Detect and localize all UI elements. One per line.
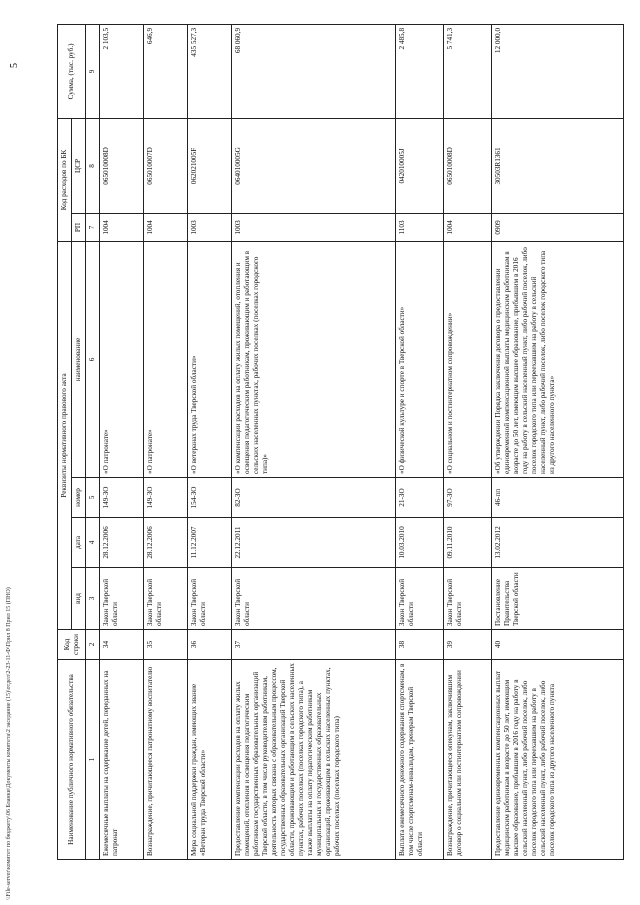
act-kind: Постановление Правительства Тверской области [492,568,624,630]
act-title: «О компенсации расходов на оплату жилых помещений, отопления и освещения педагогическим работникам, проживающим и работающим в сельских населенных пунктах, рабочих поселках (поселках городского типа)» [231,241,395,477]
line-code: 40 [492,630,624,660]
sum-value: 12 000,0 [492,24,624,118]
act-number: 82-ЗО [231,478,395,518]
act-date: 10.03.2010 [395,518,443,568]
table-row [100,24,144,859]
sum-value: 646,9 [143,24,187,118]
rz-code: 1004 [444,213,492,241]
table-row [187,24,231,859]
table-row [143,24,187,859]
header-line-code: Код строки [58,630,86,660]
header-sum: Сумма, (тыс. руб.) [58,24,86,118]
rz-code: 1103 [395,213,443,241]
act-kind: Закон Тверской области [143,568,187,630]
line-code: 39 [444,630,492,660]
act-date: 28.12.2006 [143,518,187,568]
rz-code: 1003 [231,213,395,241]
header-name: Наименование публичного нормативного обязательства [58,660,86,860]
obligation-name: Вознаграждение, причитающееся опекунам, заключившим договор о социальном или постинтернатном сопровождении [444,660,492,860]
header-title: наименование [72,241,86,477]
table-row [492,24,624,859]
header-requisites: Реквизиты нормативного правового акта [58,241,72,629]
act-date: 09.11.2010 [444,518,492,568]
footer-path: \\File-server\комитет по бюджету\06 Бланки\Документы комитета\2 заседание (15)\отдел\2-23-11-Ф\Прил 8 Прил 15 (ПНО) [6,587,12,900]
line-code: 37 [231,630,395,660]
line-code: 36 [187,630,231,660]
header-csr: ЦСР [72,118,86,213]
act-kind: Закон Тверской области [100,568,144,630]
csr-code: 042010005J [395,118,443,213]
table-row [231,24,395,859]
col-number: 3 [86,568,100,630]
sum-value: 5 741,3 [444,24,492,118]
obligations-table [57,24,624,860]
act-date: 13.02.2012 [492,518,624,568]
act-number: 149-ЗО [100,478,144,518]
obligation-name: Вознаграждение, причитающееся патронатному воспитателю [143,660,187,860]
obligation-name: Мера социальной поддержки граждан, имеющих звание «Ветеран труда Тверской области» [187,660,231,860]
act-title: «Об утверждении Порядка заключения договора о предоставлении единовременной компенсационной выплаты медицинским работникам в возрасте до 50 лет, имеющим высшее образование, прибывшим в 2016 году на работу в сельский населенный пункт, либо рабочий поселок, либо поселок городского типа или переехавшим на работу в сельский населенный пункт, либо рабочий поселок, либо поселок городского типа из другого населенного пункта» [492,241,624,477]
col-number: 4 [86,518,100,568]
obligation-name: Предоставление компенсации расходов на оплату жилых помещений, отопления и освещения педагогическим работникам государственных образовательных организаций Тверской области, в том числе руководителям работникам, деятельность которых связана с образовательным процессом, государственных образовательных организаций Тверской области, проживающим и работающим в сельских населенных пунктах, рабочих поселках (поселках городского типа), а также выплаты на оплату педагогическим работникам муниципальных и государственных образовательных организаций, проживающим в сельских населенных пунктах, рабочих поселках (поселках городского типа) [231,660,395,860]
sum-value: 435 527,3 [187,24,231,118]
csr-code: 064010005G [231,118,395,213]
column-numbers-row [86,24,100,859]
rz-code: 1004 [143,213,187,241]
col-number: 2 [86,630,100,660]
table-row [444,24,492,859]
header-budget-code: Код расходов по БК [58,118,72,241]
page-number: 5 [9,63,20,68]
rz-code: 1003 [187,213,231,241]
rz-code: 0909 [492,213,624,241]
act-kind: Закон Тверской области [187,568,231,630]
csr-code: 065010008D [100,118,144,213]
header-kind: вид [72,568,86,630]
col-number: 5 [86,478,100,518]
col-number: 1 [86,660,100,860]
csr-code: 30503R1361 [492,118,624,213]
act-title: «О патронате» [143,241,187,477]
line-code: 34 [100,630,144,660]
sum-value: 2 103,5 [100,24,144,118]
obligation-name: Выплата ежемесячного денежного содержания спортсменам, в том числе спортсменам-инвалидам, тренерам Тверской области [395,660,443,860]
act-title: «О патронате» [100,241,144,477]
header-number: номер [72,478,86,518]
obligation-name: Предоставление единовременных компенсационных выплат медицинским работникам в возрасте до 50 лет, имеющим высшее образование, прибывшим в 2016 году на работу в сельский населенный пункт, либо рабочий поселок, либо поселок городского типа или переехавшим на работу в сельский населенный пункт, либо рабочий поселок, либо поселок городского типа из другого населенного пункта [492,660,624,860]
csr-code: 062021005F [187,118,231,213]
act-number: 46-пп [492,478,624,518]
csr-code: 065010007D [143,118,187,213]
act-date: 22.12.2011 [231,518,395,568]
act-kind: Закон Тверской области [231,568,395,630]
sum-value: 68 060,9 [231,24,395,118]
act-number: 21-ЗО [395,478,443,518]
act-number: 149-ЗО [143,478,187,518]
act-title: «О ветеранах труда Тверской области» [187,241,231,477]
act-date: 11.12.2007 [187,518,231,568]
obligation-name: Ежемесячные выплаты на содержание детей, переданных на патронат [100,660,144,860]
table-row [395,24,443,859]
col-number: 9 [86,24,100,118]
act-date: 28.12.2006 [100,518,144,568]
csr-code: 065010008D [444,118,492,213]
act-kind: Закон Тверской области [444,568,492,630]
rotated-table-container [57,25,624,860]
act-title: «О социальном и постинтернатном сопровождении» [444,241,492,477]
col-number: 7 [86,213,100,241]
act-number: 97-ЗО [444,478,492,518]
header-date: дата [72,518,86,568]
act-kind: Закон Тверской области [395,568,443,630]
col-number: 6 [86,241,100,477]
rz-code: 1004 [100,213,144,241]
line-code: 38 [395,630,443,660]
col-number: 8 [86,118,100,213]
act-number: 154-ЗО [187,478,231,518]
act-title: «О физической культуре и спорте в Тверской области» [395,241,443,477]
line-code: 35 [143,630,187,660]
header-rz: РП [72,213,86,241]
sum-value: 2 485,8 [395,24,443,118]
